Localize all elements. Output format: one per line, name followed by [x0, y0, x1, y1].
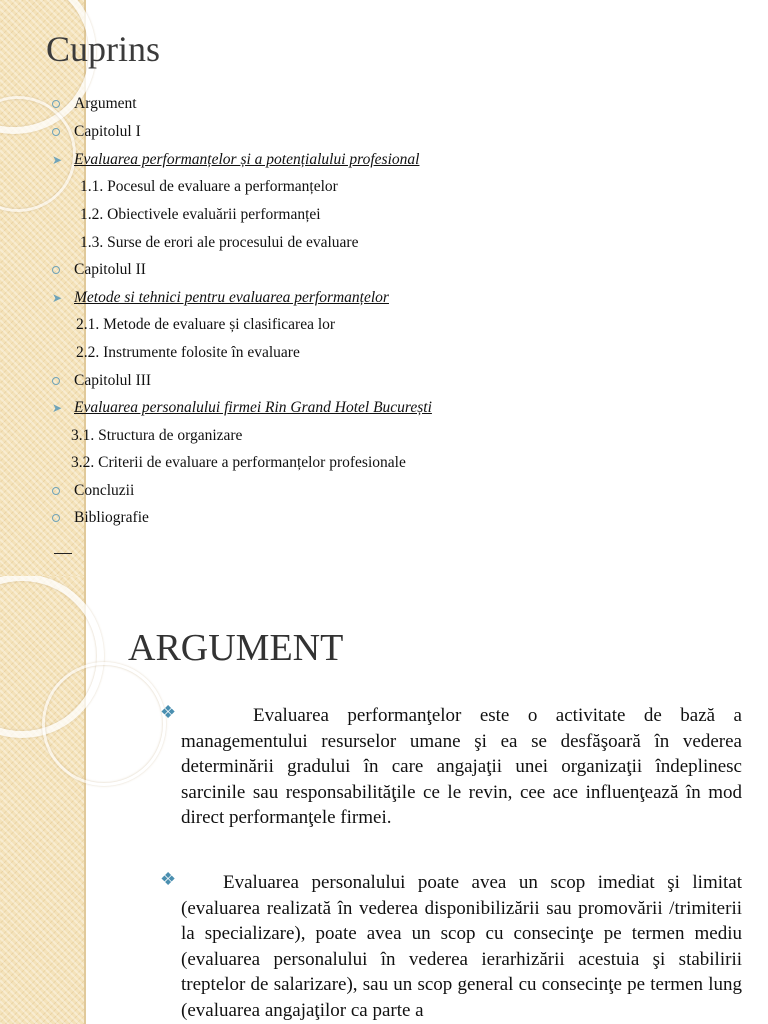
decorative-ring [42, 662, 166, 786]
diamond-bullet-icon: ❖ [160, 869, 177, 889]
paragraph: Evaluarea performanţelor este o activitate de bază a managementului resurselor umane şi ea se desfăşoară în vederea determinării gradului în care angajaţii unei organizaţii îndeplinesc sarcinile sau responsabilităţile ce le revin, cee ace influenţează în mod direct performanţele firmei. [181, 705, 742, 828]
slide-argument [0, 576, 768, 1024]
paragraph: Evaluarea personalului poate avea un scop imediat şi limitat (evaluarea realizată în vederea disponibilizării sau promovării /trimiterii la specializare), poate avea un scop cu consecinţe pe termen mediu (evaluarea personalului în vederea ierarhizării acestuia şi stabilirii treptelor de salarizare), sau un scop general cu consecinţe pe termen lung (evaluarea angajaţilor ca parte a [181, 872, 742, 1021]
circle-bullet-icon [52, 514, 60, 522]
slide-contents: Cuprins Argument Capitolul I ➤ Evaluarea performanțelor și a potențialului profesional 1.1. Pocesul de evaluare a performanțelor 1.2. Obiectivele evaluării performanței 1.3. Surse de erori ale procesului de evaluare Capitolul II ➤ Metode si tehnici pentru evaluarea performanțelor 2.1. Metode de evaluare și clasificarea lor 2.2. Instrumente folosite în evaluare Capitolul III ➤ Evaluarea personalului firmei Rin Grand Hotel București 3.1. Structura de organizare 3.2. Criterii de evaluare a performanțelor profesionale Concluzii Bibliografie [0, 0, 768, 576]
arrow-bullet-icon: ➤ [52, 291, 63, 305]
circle-bullet-icon [52, 266, 60, 274]
arrow-bullet-icon: ➤ [52, 153, 63, 167]
section-title: ARGUMENT [128, 627, 344, 669]
circle-bullet-icon [52, 100, 60, 108]
circle-bullet-icon [52, 487, 60, 495]
divider-dash [54, 553, 72, 554]
circle-bullet-icon [52, 128, 60, 136]
diamond-bullet-icon: ❖ [160, 702, 177, 722]
circle-bullet-icon [52, 377, 60, 385]
arrow-bullet-icon: ➤ [52, 401, 63, 415]
page-title: Cuprins [46, 29, 161, 69]
